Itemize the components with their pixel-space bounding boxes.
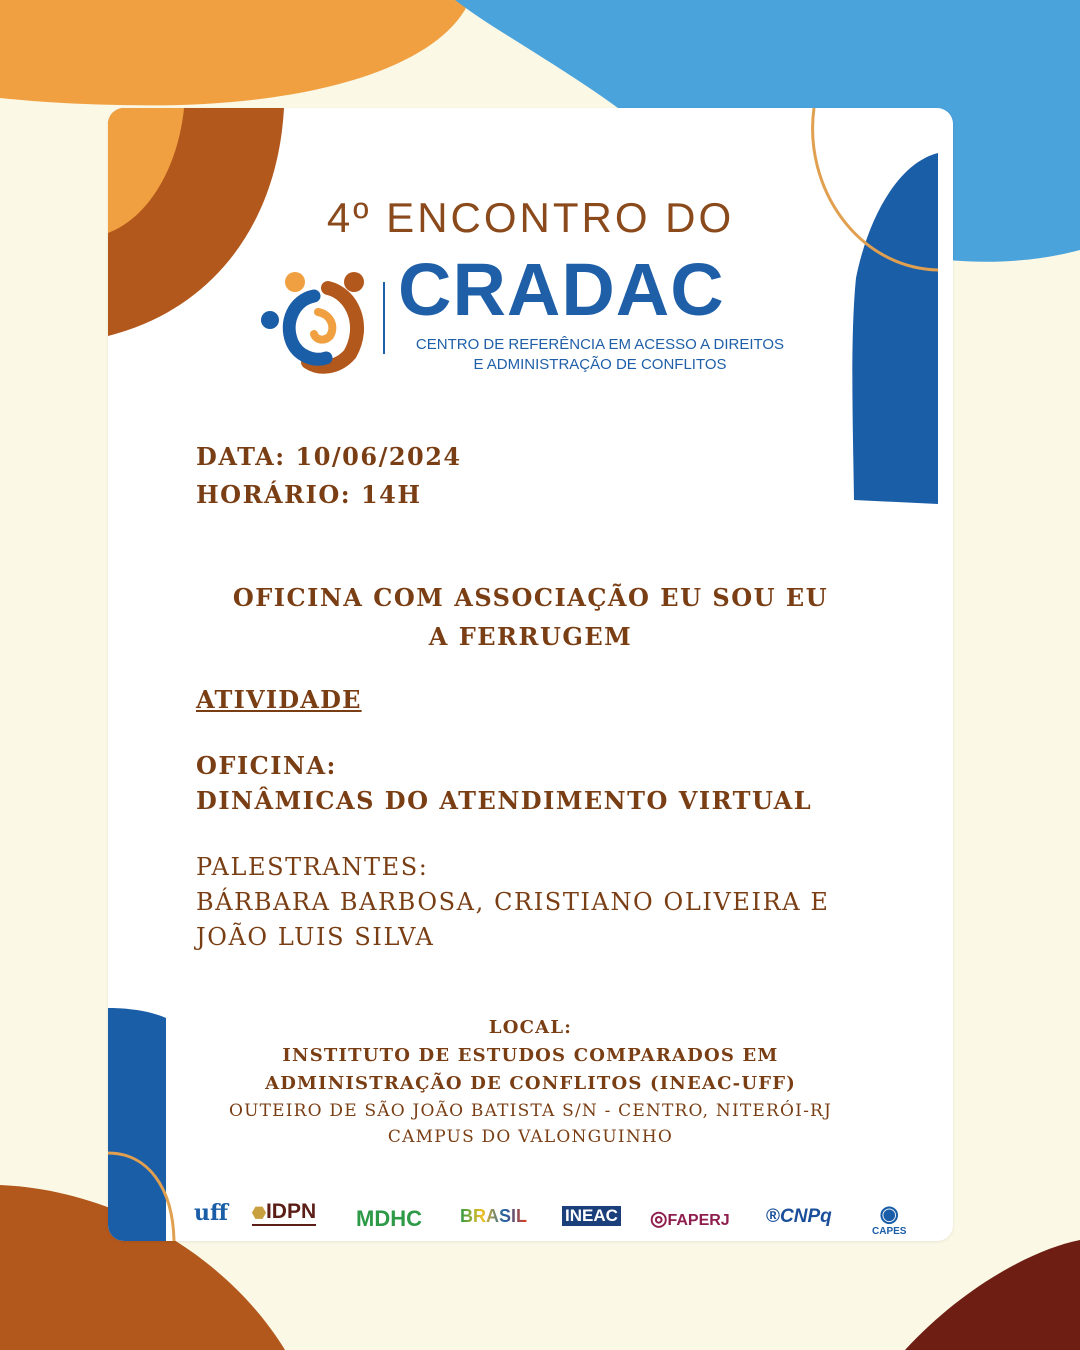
subtitle-line: CENTRO DE REFERÊNCIA EM ACESSO A DIREITOS: [415, 336, 785, 353]
sponsor-logos: [194, 1200, 924, 1240]
workshop-line: OFICINA COM ASSOCIAÇÃO EU SOU EU: [232, 583, 829, 612]
sponsor-name: MDHC: [356, 1206, 422, 1231]
cradac-subtitle: [400, 335, 800, 375]
logo-divider: [383, 282, 385, 354]
location-campus: CAMPUS DO VALONGUINHO: [387, 1127, 674, 1147]
workshop-title: [108, 578, 953, 656]
speakers-line: BÁRBARA BARBOSA, CRISTIANO OLIVEIRA E: [196, 888, 830, 916]
event-poster: [108, 108, 953, 1241]
sponsor-name: BRASIL: [460, 1206, 527, 1226]
activity-details: [196, 748, 812, 818]
activity-label: OFICINA:: [196, 751, 337, 780]
event-date: DATA: 10/06/2024: [196, 442, 462, 471]
governo-federal-logo-icon: [460, 1206, 527, 1227]
location-address: OUTEIRO DE SÃO JOÃO BATISTA S/N - CENTRO, NITERÓI-RJ: [228, 1101, 833, 1121]
event-title: 4º ENCONTRO DO: [326, 194, 735, 241]
capes-logo-icon: ◉ CAPES: [872, 1201, 907, 1237]
sponsor-name: uff: [194, 1200, 229, 1226]
inct-ineac-logo-icon: [562, 1206, 621, 1226]
event-time: HORÁRIO: 14H: [196, 480, 422, 509]
location: [108, 1014, 953, 1150]
speakers-label: PALESTRANTES:: [196, 853, 429, 881]
sponsor-name: CAPES: [872, 1226, 907, 1237]
workshop-line: A FERRUGEM: [428, 622, 633, 651]
cradac-name: CRADAC: [398, 248, 725, 331]
location-institute: INSTITUTO DE ESTUDOS COMPARADOS EM: [282, 1045, 779, 1066]
speakers-line: JOÃO LUIS SILVA: [196, 923, 435, 951]
activity-name: DINÂMICAS DO ATENDIMENTO VIRTUAL: [196, 786, 813, 815]
activity-heading: ATIVIDADE: [196, 685, 362, 714]
sponsor-name: FAPERJ: [667, 1212, 730, 1229]
sponsor-name: INEAC: [565, 1206, 618, 1225]
uff-logo-icon: [194, 1200, 228, 1226]
cradac-logo-icon: [258, 266, 376, 374]
speakers: [196, 850, 830, 955]
faperj-logo-icon: ◎FAPERJ: [650, 1208, 730, 1230]
sponsor-name: IDPN: [265, 1200, 317, 1223]
cnpq-logo-icon: ®CNPq: [766, 1206, 832, 1227]
sponsor-name: CNPq: [780, 1206, 832, 1227]
location-label: LOCAL:: [488, 1017, 573, 1038]
subtitle-line: E ADMINISTRAÇÃO DE CONFLITOS: [473, 356, 727, 373]
mdhc-logo-icon: [356, 1206, 422, 1232]
location-institute: ADMINISTRAÇÃO DE CONFLITOS (INEAC-UFF): [265, 1073, 796, 1094]
idpn-logo-icon: ⬣IDPN: [252, 1200, 316, 1226]
